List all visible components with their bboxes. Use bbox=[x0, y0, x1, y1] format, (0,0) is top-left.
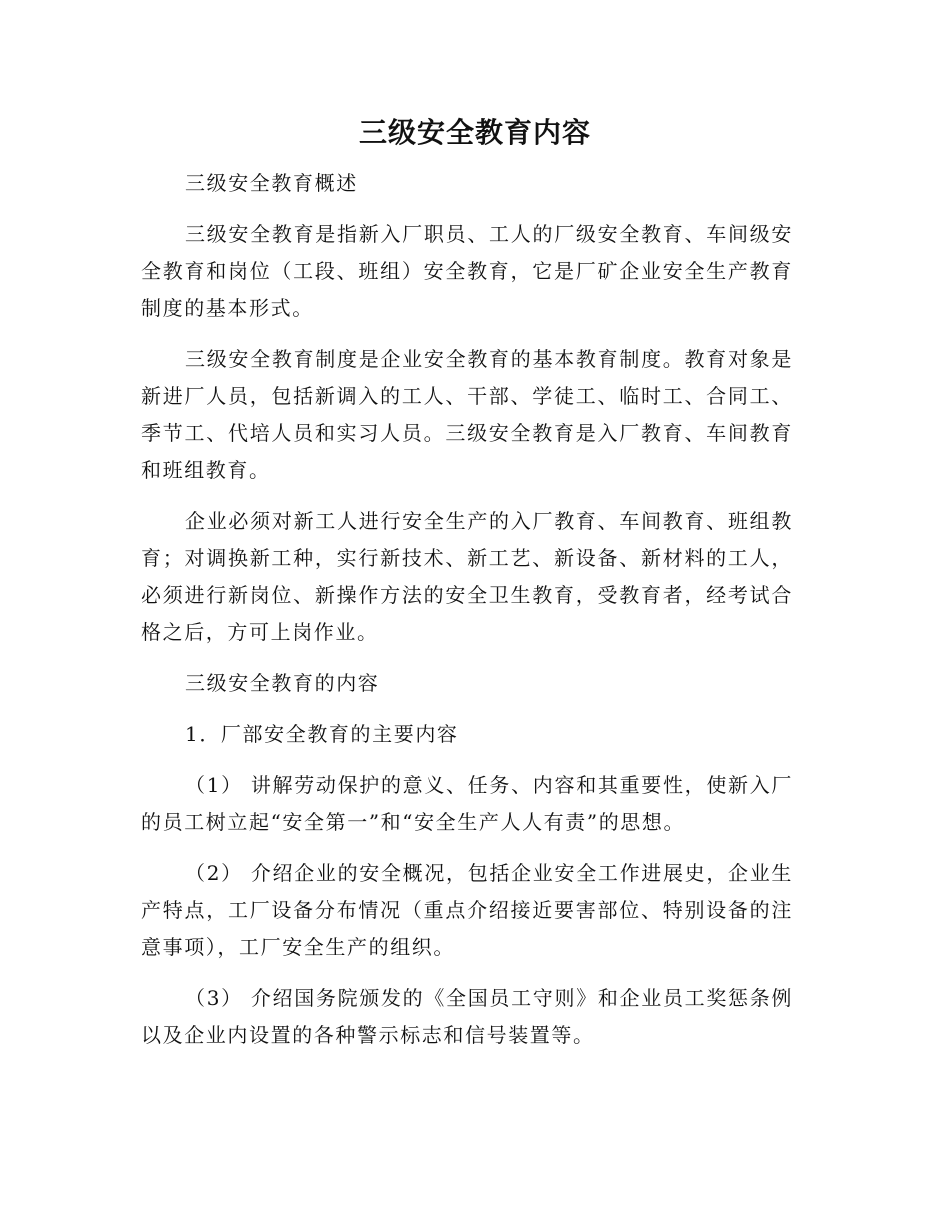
section-heading-overview: 三级安全教育概述 bbox=[185, 171, 358, 195]
list-item-1: （1） 讲解劳动保护的意义、任务、内容和其重要性，使新入厂的员工树立起“安全第一”和“安全生产人人有责”的思想。 bbox=[141, 773, 793, 834]
paragraph-definition: 三级安全教育是指新入厂职员、工人的厂级安全教育、车间级安全教育和岗位（工段、班组）安全教育，它是厂矿企业安全生产教育制度的基本形式。 bbox=[141, 222, 793, 320]
document-title: 三级安全教育内容 bbox=[358, 116, 591, 149]
paragraph-requirement: 企业必须对新工人进行安全生产的入厂教育、车间教育、班组教育；对调换新工种，实行新技术、新工艺、新设备、新材料的工人，必须进行新岗位、新操作方法的安全卫生教育，受教育者，经考试合格之后，方可上岗作业。 bbox=[141, 509, 793, 644]
section-heading-content: 三级安全教育的内容 bbox=[185, 671, 380, 695]
paragraph-system: 三级安全教育制度是企业安全教育的基本教育制度。教育对象是新进厂人员，包括新调入的工人、干部、学徒工、临时工、合同工、季节工、代培人员和实习人员。三级安全教育是入厂教育、车间教育和班组教育。 bbox=[141, 347, 793, 482]
document-body bbox=[141, 165, 793, 1068]
subsection-heading-factory: 1．厂部安全教育的主要内容 bbox=[185, 722, 459, 746]
list-item-2: （2） 介绍企业的安全概况，包括企业安全工作进展史，企业生产特点，工厂设备分布情况（重点介绍接近要害部位、特别设备的注意事项），工厂安全生产的组织。 bbox=[141, 861, 793, 959]
list-item-3: （3） 介绍国务院颁发的《全国员工守则》和企业员工奖惩条例以及企业内设置的各种警示标志和信号装置等。 bbox=[141, 986, 793, 1047]
